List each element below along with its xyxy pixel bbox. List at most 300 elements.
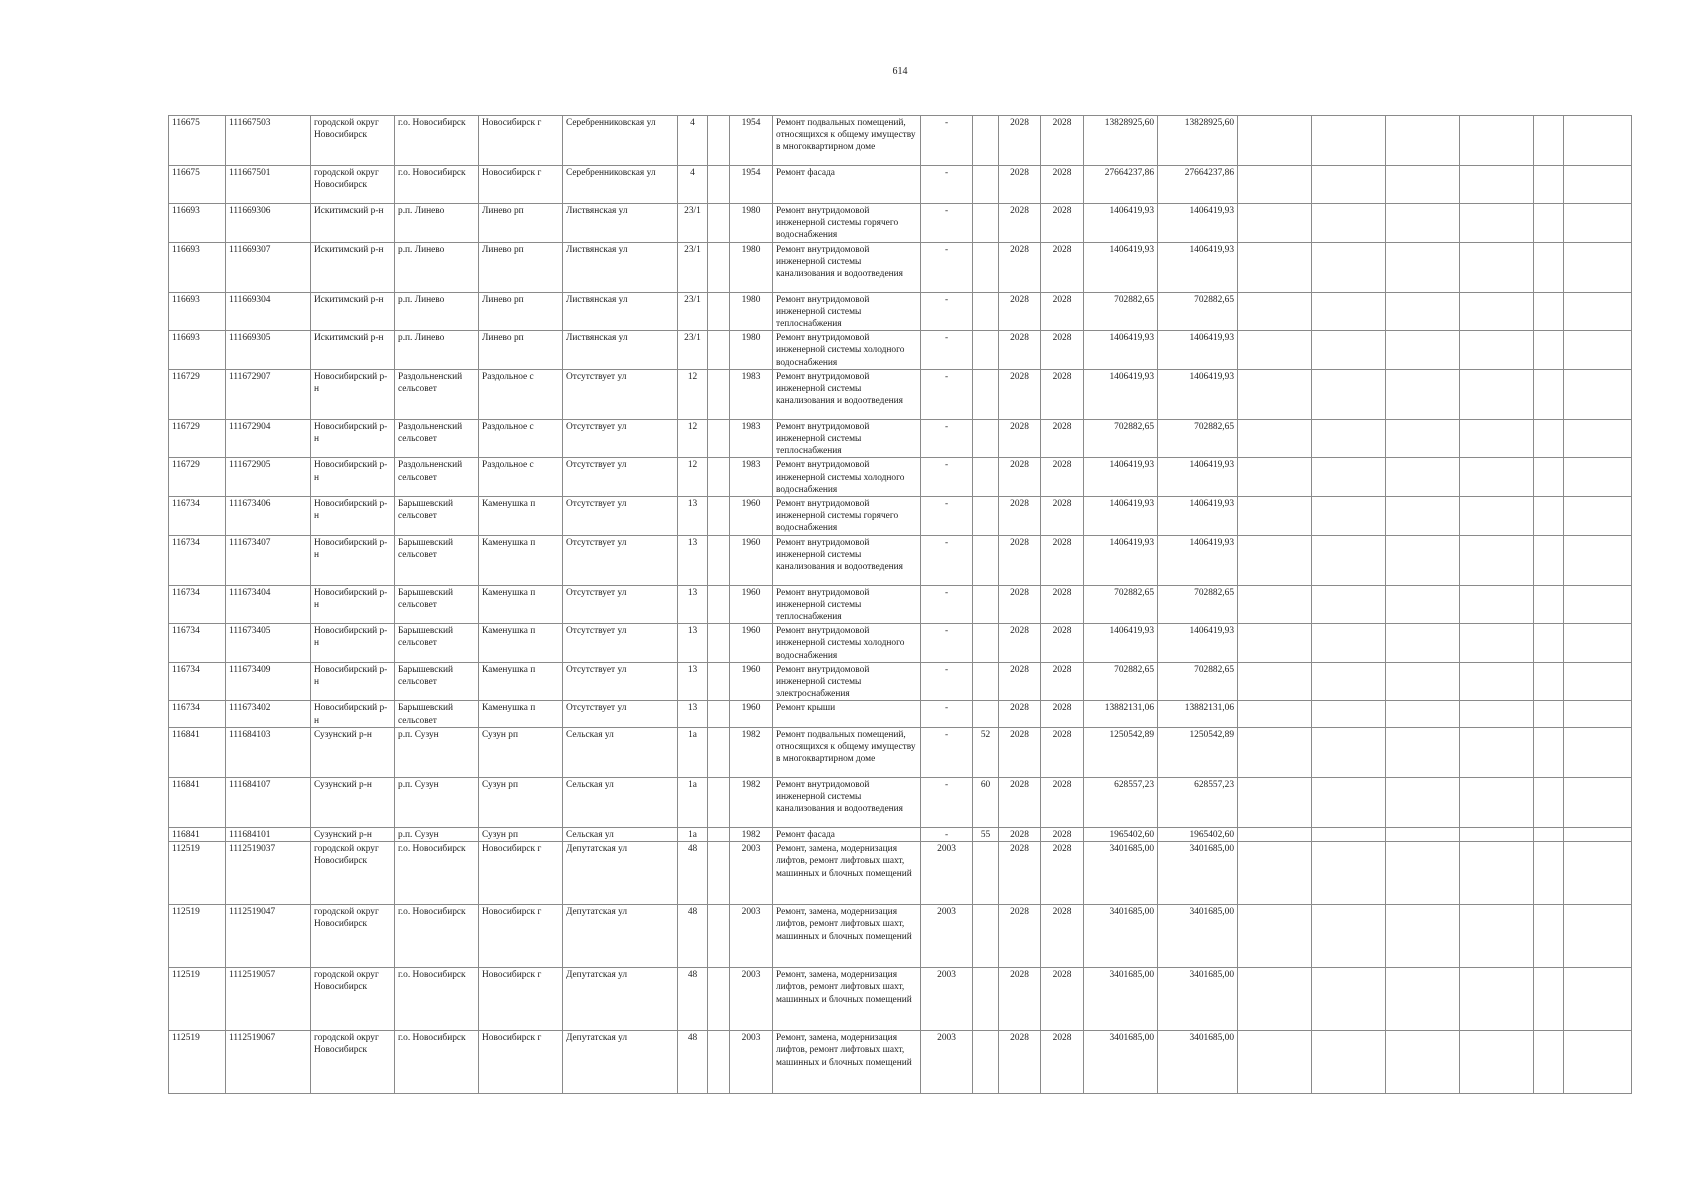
cell-cost-total: 3401685,00 [1158,842,1238,905]
cell-municipal-district: Новосибирский р-н [311,535,395,585]
cell-house-id: 116729 [169,458,226,497]
cell-wear-percent [973,497,999,536]
cell-col-19 [1386,827,1460,841]
cell-street: Листвянская ул [563,331,678,370]
cell-year-built: 1960 [730,535,773,585]
cell-plan-year-start: 2028 [999,701,1041,727]
cell-plan-year-end: 2028 [1041,204,1084,243]
cell-object-id: 111669307 [226,242,311,292]
cell-street: Депутатская ул [563,968,678,1031]
cell-plan-year-end: 2028 [1041,842,1084,905]
cell-year-built: 1960 [730,662,773,701]
cell-year-built: 2003 [730,968,773,1031]
cell-settlement: р.п. Линево [395,331,479,370]
cell-house-id: 116841 [169,827,226,841]
cell-municipal-district: Искитимский р-н [311,242,395,292]
cell-house-id: 116693 [169,204,226,243]
cell-house-number: 48 [678,842,708,905]
cell-col-18 [1312,701,1386,727]
cell-cost-total: 27664237,86 [1158,166,1238,204]
cell-work-type: Ремонт внутридомовой инженерной системы холодного водоснабжения [773,458,921,497]
cell-col-22 [1564,331,1632,370]
cell-work-type: Ремонт, замена, модернизация лифтов, ремонт лифтовых шахт, машинных и блочных помещений [773,1031,921,1094]
cell-col-18 [1312,204,1386,243]
cell-locality: Линево рп [479,242,563,292]
cell-settlement: г.о. Новосибирск [395,1031,479,1094]
cell-work-type: Ремонт внутридомовой инженерной системы теплоснабжения [773,585,921,624]
cell-plan-year-start: 2028 [999,497,1041,536]
cell-settlement: г.о. Новосибирск [395,968,479,1031]
cell-cost-total: 702882,65 [1158,662,1238,701]
cell-work-year: - [921,369,973,419]
cell-work-type: Ремонт, замена, модернизация лифтов, ремонт лифтовых шахт, машинных и блочных помещений [773,905,921,968]
cell-col-19 [1386,585,1460,624]
cell-house-number: 1а [678,777,708,827]
cell-house-id: 116734 [169,585,226,624]
cell-col-22 [1564,701,1632,727]
cell-col-21 [1534,292,1564,331]
cell-cost: 13828925,60 [1084,116,1158,166]
cell-cost-total: 702882,65 [1158,585,1238,624]
cell-plan-year-start: 2028 [999,166,1041,204]
cell-cost-total: 1406419,93 [1158,331,1238,370]
cell-street: Депутатская ул [563,905,678,968]
cell-street: Листвянская ул [563,242,678,292]
cell-plan-year-start: 2028 [999,369,1041,419]
page-number: 614 [892,66,908,77]
cell-building [708,827,730,841]
cell-col-17 [1238,662,1312,701]
cell-object-id: 111684103 [226,727,311,777]
cell-col-17 [1238,701,1312,727]
cell-house-number: 4 [678,116,708,166]
cell-col-19 [1386,662,1460,701]
table-row [169,369,1632,419]
table-row [169,701,1632,727]
cell-building [708,727,730,777]
table-row [169,585,1632,624]
cell-wear-percent [973,1031,999,1094]
cell-col-22 [1564,777,1632,827]
cell-settlement: р.п. Линево [395,242,479,292]
cell-work-type: Ремонт внутридомовой инженерной системы горячего водоснабжения [773,497,921,536]
cell-col-17 [1238,1031,1312,1094]
cell-work-year: - [921,292,973,331]
cell-locality: Каменушка п [479,701,563,727]
cell-col-19 [1386,166,1460,204]
cell-col-21 [1534,827,1564,841]
cell-col-19 [1386,535,1460,585]
cell-wear-percent: 52 [973,727,999,777]
table-row [169,204,1632,243]
cell-col-20 [1460,701,1534,727]
cell-house-id: 116734 [169,535,226,585]
cell-col-20 [1460,116,1534,166]
cell-col-20 [1460,827,1534,841]
cell-house-number: 23/1 [678,204,708,243]
cell-col-18 [1312,458,1386,497]
cell-wear-percent [973,458,999,497]
cell-locality: Новосибирск г [479,116,563,166]
cell-work-year: - [921,535,973,585]
cell-house-number: 48 [678,905,708,968]
cell-cost: 1406419,93 [1084,535,1158,585]
cell-cost: 1406419,93 [1084,331,1158,370]
capital-repair-table [168,115,1632,1094]
cell-col-18 [1312,331,1386,370]
cell-col-20 [1460,166,1534,204]
cell-house-id: 112519 [169,905,226,968]
cell-cost-total: 3401685,00 [1158,1031,1238,1094]
cell-street: Листвянская ул [563,292,678,331]
cell-cost: 1406419,93 [1084,369,1158,419]
cell-house-number: 13 [678,624,708,663]
cell-plan-year-end: 2028 [1041,777,1084,827]
cell-cost-total: 13828925,60 [1158,116,1238,166]
cell-street: Депутатская ул [563,842,678,905]
cell-cost: 3401685,00 [1084,905,1158,968]
cell-cost-total: 13882131,06 [1158,701,1238,727]
cell-col-20 [1460,777,1534,827]
cell-col-19 [1386,204,1460,243]
cell-col-17 [1238,727,1312,777]
cell-col-18 [1312,968,1386,1031]
cell-plan-year-end: 2028 [1041,827,1084,841]
cell-object-id: 111673407 [226,535,311,585]
cell-col-20 [1460,1031,1534,1094]
table-row [169,292,1632,331]
cell-col-17 [1238,292,1312,331]
cell-year-built: 1954 [730,166,773,204]
cell-street: Отсутствует ул [563,662,678,701]
cell-col-22 [1564,1031,1632,1094]
cell-col-20 [1460,419,1534,458]
cell-street: Отсутствует ул [563,585,678,624]
cell-object-id: 1112519067 [226,1031,311,1094]
cell-col-22 [1564,727,1632,777]
cell-house-number: 12 [678,458,708,497]
cell-col-21 [1534,1031,1564,1094]
cell-house-number: 1а [678,827,708,841]
cell-col-21 [1534,585,1564,624]
cell-municipal-district: Новосибирский р-н [311,585,395,624]
cell-object-id: 111669306 [226,204,311,243]
cell-plan-year-end: 2028 [1041,419,1084,458]
cell-col-17 [1238,497,1312,536]
cell-building [708,662,730,701]
table-body [169,116,1632,1094]
cell-building [708,624,730,663]
cell-col-20 [1460,585,1534,624]
cell-settlement: Раздольненский сельсовет [395,369,479,419]
cell-municipal-district: городской округ Новосибирск [311,968,395,1031]
cell-col-22 [1564,369,1632,419]
cell-settlement: Барышевский сельсовет [395,535,479,585]
cell-object-id: 111684107 [226,777,311,827]
cell-locality: Сузун рп [479,727,563,777]
cell-cost: 3401685,00 [1084,968,1158,1031]
cell-house-id: 116729 [169,419,226,458]
cell-municipal-district: городской округ Новосибирск [311,116,395,166]
cell-house-number: 12 [678,369,708,419]
cell-col-19 [1386,1031,1460,1094]
cell-plan-year-end: 2028 [1041,662,1084,701]
cell-settlement: Барышевский сельсовет [395,624,479,663]
cell-col-18 [1312,369,1386,419]
cell-wear-percent: 55 [973,827,999,841]
cell-plan-year-start: 2028 [999,535,1041,585]
cell-col-22 [1564,116,1632,166]
cell-col-18 [1312,827,1386,841]
cell-plan-year-end: 2028 [1041,727,1084,777]
cell-work-year: - [921,662,973,701]
cell-object-id: 111673406 [226,497,311,536]
cell-col-17 [1238,905,1312,968]
cell-year-built: 1960 [730,701,773,727]
cell-building [708,905,730,968]
cell-cost: 1406419,93 [1084,497,1158,536]
cell-work-year: - [921,166,973,204]
table-row [169,1031,1632,1094]
cell-municipal-district: Сузунский р-н [311,727,395,777]
cell-settlement: г.о. Новосибирск [395,166,479,204]
cell-house-id: 116734 [169,701,226,727]
cell-street: Серебренниковская ул [563,116,678,166]
cell-col-21 [1534,662,1564,701]
cell-plan-year-start: 2028 [999,777,1041,827]
cell-building [708,331,730,370]
cell-building [708,292,730,331]
cell-col-19 [1386,624,1460,663]
cell-col-21 [1534,116,1564,166]
cell-municipal-district: Новосибирский р-н [311,624,395,663]
cell-cost: 1406419,93 [1084,204,1158,243]
table-row [169,497,1632,536]
cell-cost-total: 1406419,93 [1158,497,1238,536]
cell-work-type: Ремонт внутридомовой инженерной системы канализования и водоотведения [773,369,921,419]
cell-house-number: 13 [678,535,708,585]
cell-municipal-district: Новосибирский р-н [311,662,395,701]
cell-locality: Каменушка п [479,624,563,663]
cell-plan-year-start: 2028 [999,905,1041,968]
cell-col-20 [1460,842,1534,905]
cell-work-year: - [921,458,973,497]
cell-col-21 [1534,968,1564,1031]
table-row [169,624,1632,663]
cell-work-type: Ремонт внутридомовой инженерной системы горячего водоснабжения [773,204,921,243]
cell-work-year: 2003 [921,1031,973,1094]
cell-col-19 [1386,842,1460,905]
cell-municipal-district: Искитимский р-н [311,331,395,370]
cell-col-20 [1460,727,1534,777]
cell-work-type: Ремонт, замена, модернизация лифтов, ремонт лифтовых шахт, машинных и блочных помещений [773,842,921,905]
cell-locality: Раздольное с [479,458,563,497]
cell-wear-percent [973,662,999,701]
cell-wear-percent [973,585,999,624]
cell-work-type: Ремонт внутридомовой инженерной системы холодного водоснабжения [773,624,921,663]
cell-house-id: 116734 [169,497,226,536]
cell-object-id: 111672905 [226,458,311,497]
cell-work-year: - [921,585,973,624]
cell-locality: Каменушка п [479,535,563,585]
cell-wear-percent [973,166,999,204]
cell-col-19 [1386,497,1460,536]
cell-col-18 [1312,624,1386,663]
cell-plan-year-end: 2028 [1041,624,1084,663]
cell-work-year: - [921,777,973,827]
cell-work-year: - [921,242,973,292]
cell-cost: 1406419,93 [1084,458,1158,497]
cell-house-number: 13 [678,585,708,624]
table-row [169,905,1632,968]
cell-street: Листвянская ул [563,204,678,243]
cell-col-17 [1238,624,1312,663]
cell-col-21 [1534,777,1564,827]
cell-year-built: 1980 [730,204,773,243]
cell-wear-percent [973,535,999,585]
cell-plan-year-start: 2028 [999,204,1041,243]
cell-col-18 [1312,242,1386,292]
cell-house-id: 112519 [169,842,226,905]
cell-locality: Новосибирск г [479,166,563,204]
cell-col-17 [1238,116,1312,166]
cell-col-19 [1386,292,1460,331]
cell-building [708,842,730,905]
cell-year-built: 2003 [730,1031,773,1094]
cell-building [708,458,730,497]
cell-municipal-district: Новосибирский р-н [311,497,395,536]
cell-col-19 [1386,419,1460,458]
cell-wear-percent [973,419,999,458]
cell-col-18 [1312,166,1386,204]
cell-object-id: 111673404 [226,585,311,624]
cell-settlement: р.п. Сузун [395,827,479,841]
cell-object-id: 111673409 [226,662,311,701]
cell-house-id: 116693 [169,292,226,331]
cell-locality: Каменушка п [479,497,563,536]
cell-settlement: Раздольненский сельсовет [395,419,479,458]
cell-work-year: - [921,701,973,727]
cell-work-year: - [921,116,973,166]
cell-year-built: 1983 [730,419,773,458]
cell-plan-year-start: 2028 [999,968,1041,1031]
cell-plan-year-end: 2028 [1041,166,1084,204]
cell-locality: Новосибирск г [479,1031,563,1094]
cell-wear-percent [973,292,999,331]
cell-settlement: Барышевский сельсовет [395,701,479,727]
cell-col-20 [1460,458,1534,497]
cell-plan-year-end: 2028 [1041,905,1084,968]
cell-work-year: - [921,331,973,370]
cell-col-21 [1534,701,1564,727]
cell-building [708,116,730,166]
cell-street: Отсутствует ул [563,369,678,419]
cell-work-type: Ремонт подвальных помещений, относящихся к общему имуществу в многоквартирном доме [773,727,921,777]
cell-col-22 [1564,292,1632,331]
cell-col-22 [1564,624,1632,663]
cell-col-22 [1564,662,1632,701]
cell-plan-year-end: 2028 [1041,1031,1084,1094]
cell-work-type: Ремонт внутридомовой инженерной системы теплоснабжения [773,292,921,331]
cell-wear-percent [973,701,999,727]
cell-col-21 [1534,204,1564,243]
cell-object-id: 111672904 [226,419,311,458]
cell-col-21 [1534,624,1564,663]
cell-street: Отсутствует ул [563,419,678,458]
cell-building [708,1031,730,1094]
cell-year-built: 1960 [730,585,773,624]
cell-municipal-district: Искитимский р-н [311,204,395,243]
cell-house-id: 116693 [169,331,226,370]
cell-col-20 [1460,905,1534,968]
cell-municipal-district: городской округ Новосибирск [311,1031,395,1094]
cell-cost: 1406419,93 [1084,624,1158,663]
cell-work-year: - [921,204,973,243]
cell-cost: 702882,65 [1084,585,1158,624]
cell-year-built: 1982 [730,827,773,841]
cell-col-19 [1386,331,1460,370]
cell-building [708,701,730,727]
cell-col-19 [1386,777,1460,827]
cell-work-type: Ремонт внутридомовой инженерной системы холодного водоснабжения [773,331,921,370]
cell-work-year: 2003 [921,842,973,905]
cell-plan-year-end: 2028 [1041,292,1084,331]
cell-locality: Линево рп [479,204,563,243]
cell-col-18 [1312,535,1386,585]
cell-col-19 [1386,242,1460,292]
cell-col-18 [1312,116,1386,166]
cell-object-id: 1112519057 [226,968,311,1031]
cell-street: Отсутствует ул [563,497,678,536]
cell-object-id: 111684101 [226,827,311,841]
cell-cost-total: 702882,65 [1158,419,1238,458]
cell-object-id: 111669305 [226,331,311,370]
cell-col-17 [1238,777,1312,827]
cell-street: Отсутствует ул [563,624,678,663]
cell-building [708,968,730,1031]
cell-plan-year-end: 2028 [1041,535,1084,585]
cell-street: Сельская ул [563,827,678,841]
cell-house-id: 116841 [169,777,226,827]
cell-col-22 [1564,419,1632,458]
cell-house-id: 116729 [169,369,226,419]
cell-settlement: Барышевский сельсовет [395,662,479,701]
cell-plan-year-end: 2028 [1041,497,1084,536]
cell-plan-year-start: 2028 [999,331,1041,370]
cell-wear-percent [973,116,999,166]
cell-building [708,777,730,827]
table-row [169,419,1632,458]
cell-work-year: - [921,827,973,841]
cell-house-id: 116675 [169,116,226,166]
cell-municipal-district: Новосибирский р-н [311,458,395,497]
cell-house-id: 116675 [169,166,226,204]
cell-object-id: 111672907 [226,369,311,419]
cell-cost: 702882,65 [1084,662,1158,701]
cell-col-21 [1534,458,1564,497]
cell-col-21 [1534,727,1564,777]
cell-col-19 [1386,727,1460,777]
cell-street: Отсутствует ул [563,535,678,585]
cell-cost-total: 1406419,93 [1158,624,1238,663]
cell-col-18 [1312,419,1386,458]
cell-plan-year-end: 2028 [1041,331,1084,370]
cell-locality: Сузун рп [479,777,563,827]
cell-col-18 [1312,905,1386,968]
cell-locality: Линево рп [479,292,563,331]
cell-house-id: 112519 [169,1031,226,1094]
cell-wear-percent [973,968,999,1031]
